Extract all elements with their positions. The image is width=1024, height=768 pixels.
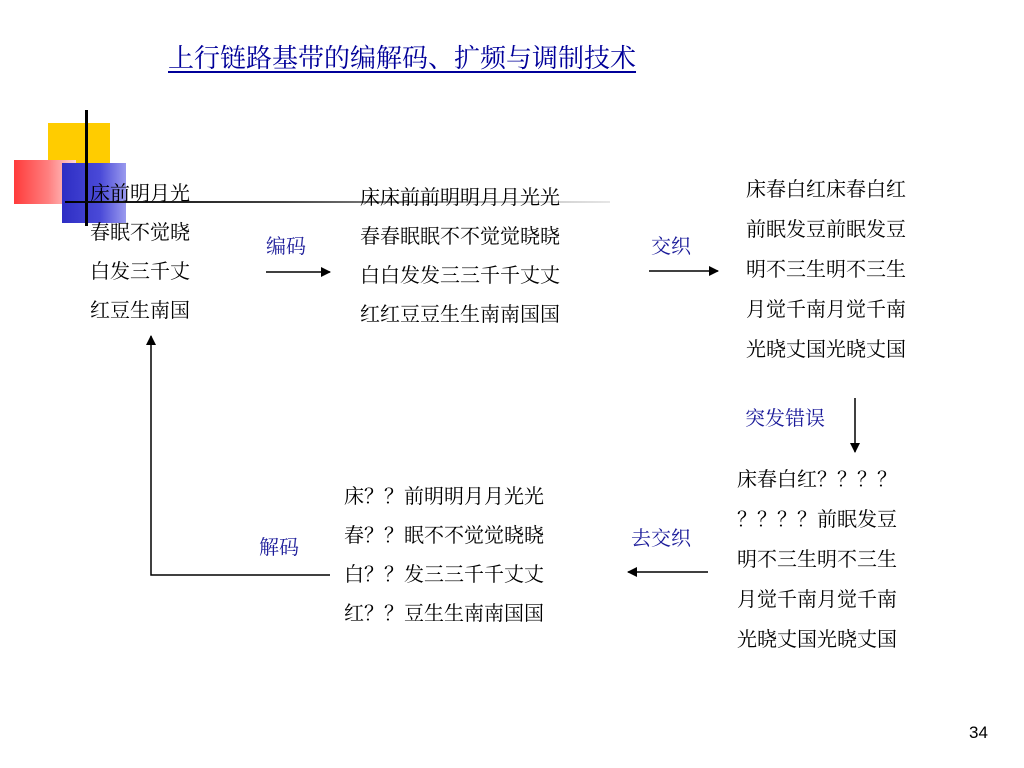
encoded-line: 床床前前明明月月光光: [360, 185, 560, 209]
decoded-line: 床？？前明明月月光光: [344, 484, 544, 508]
interleave-label: 交织: [651, 234, 691, 258]
original-line: 白发三千丈: [90, 259, 190, 283]
interleaved-line: 前眠发豆前眠发豆: [746, 217, 906, 241]
errored-line: 月觉千南月觉千南: [737, 587, 897, 611]
encoded-line: 白白发发三三千千丈丈: [360, 263, 560, 287]
errored-line: 光晓丈国光晓丈国: [737, 627, 897, 651]
burst-error-label: 突发错误: [745, 406, 825, 430]
decoded-line: 红？？豆生生南南国国: [344, 601, 544, 625]
original-line: 春眠不觉晓: [90, 220, 190, 244]
original-line: 红豆生南国: [90, 298, 190, 322]
encoded-line: 春春眠眠不不觉觉晓晓: [360, 224, 560, 248]
errored-line: 床春白红？？？？: [737, 467, 897, 491]
decode-label: 解码: [259, 535, 299, 559]
errored-line: 明不三生明不三生: [737, 547, 897, 571]
encode-label: 编码: [266, 234, 306, 258]
original-line: 床前明月光: [90, 181, 190, 205]
interleaved-line: 月觉千南月觉千南: [746, 297, 906, 321]
interleaved-line: 光晓丈国光晓丈国: [746, 337, 906, 361]
decoded-line: 春？？眠不不觉觉晓晓: [344, 523, 544, 547]
decoded-line: 白？？发三三千千丈丈: [344, 562, 544, 586]
page-number: 34: [969, 723, 988, 742]
decode-return-arrow: [151, 336, 330, 575]
encoded-line: 红红豆豆生生南南国国: [360, 302, 560, 326]
interleaved-line: 明不三生明不三生: [746, 257, 906, 281]
interleaved-line: 床春白红床春白红: [746, 177, 906, 201]
errored-line: ？？？？前眠发豆: [737, 507, 897, 531]
slide-title: 上行链路基带的编解码、扩频与调制技术: [168, 44, 637, 74]
deinterleave-label: 去交织: [631, 526, 691, 550]
